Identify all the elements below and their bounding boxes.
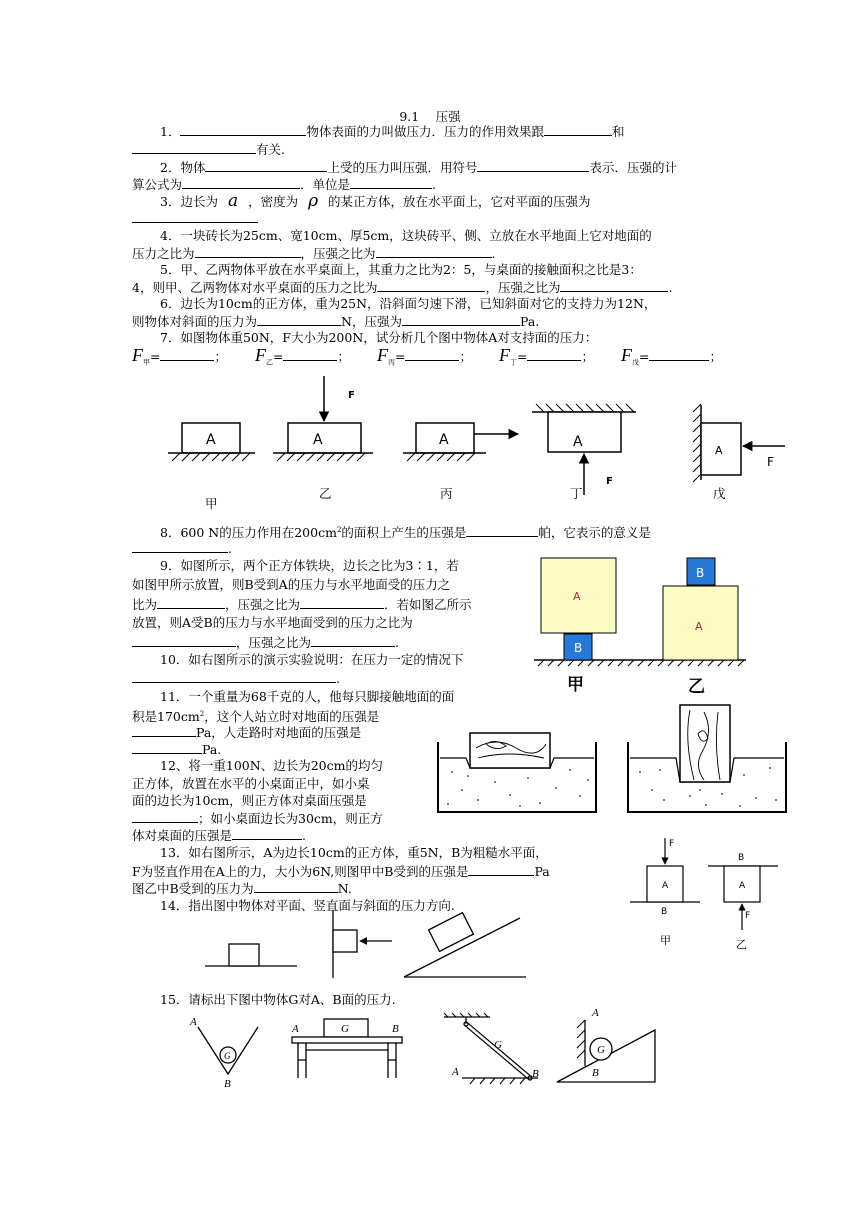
svg-text:A: A <box>592 1007 599 1019</box>
question-13-line-3: 图乙中B受到的压力为 N. <box>132 881 352 896</box>
svg-text:A: A <box>573 434 583 450</box>
svg-text:A: A <box>190 1016 197 1028</box>
question-13-line-1: 13．如右图所示，A为边长10cm的正方体，重5N，B为粗糙水平面， <box>160 845 548 860</box>
svg-text:G: G <box>494 1039 502 1051</box>
question-4-line-2: 压力之比为 ，压强之比为 . <box>132 246 496 261</box>
question-9-line-3: 比为 ，压强之比为 ．若如图乙所示 <box>132 597 472 612</box>
question-9-line-4: 放置，则A受B的压力与水平地面受到的压力之比为 <box>132 615 413 630</box>
question-2-line-2: 算公式为 ．单位是 . <box>132 177 437 192</box>
svg-text:乙: 乙 <box>319 486 332 501</box>
svg-text:乙: 乙 <box>688 677 705 697</box>
question-1-line-2: 有关. <box>132 141 285 158</box>
svg-text:B: B <box>661 907 668 917</box>
question-12-line-3: 面的边长为10cm，则正方体对桌面压强是 <box>132 793 367 808</box>
question-8-line-1: 8．600 N的压力作用在$200cm^2$的面积上产生的压强是 帕，它表示的意义是 <box>160 525 651 541</box>
question-7-force-row: $F_甲=$ ； $F_乙=$ ； $F_丙=$ ； $F_丁=$ ； $F_戊=$ ； <box>132 345 722 367</box>
question-7-line-1: 7．如图物体重50N，F大小为200N，试分析几个图中物体A对支持面的压力： <box>160 330 598 345</box>
svg-text:B: B <box>224 1078 231 1090</box>
svg-text:F: F <box>745 911 751 921</box>
question-13-line-2: F为竖直作用在A上的力，大小为6N,则图甲中B受到的压强是 Pa <box>132 864 550 879</box>
svg-text:F: F <box>606 476 613 487</box>
question-10-line-1: 10．如右图所示的演示实验说明：在压力一定的情况下 <box>160 652 464 667</box>
question-9-line-2: 如图甲所示放置，则B受到A的压力与水平地面受的压力之 <box>132 577 451 592</box>
question-1-line-1: 1． 物体表面的力叫做压力．压力的作用效果跟 和 <box>160 124 625 139</box>
svg-text:A: A <box>662 881 669 891</box>
question-9-line-5: ，压强之比为 . <box>132 634 399 651</box>
svg-text:A: A <box>715 444 723 457</box>
svg-text:F: F <box>767 455 774 469</box>
svg-text:B: B <box>696 566 705 580</box>
svg-text:A: A <box>313 432 323 448</box>
svg-text:A: A <box>573 590 581 603</box>
question-12-line-1: 12、将一重100N、边长为20cm的均匀 <box>160 758 383 773</box>
question-12-line-4: ；如小桌面边长为30cm，则正方 <box>132 810 383 827</box>
svg-text:A: A <box>439 432 449 448</box>
svg-text:A: A <box>452 1066 459 1078</box>
question-12-line-5: 体对桌面的压强是 . <box>132 828 306 843</box>
svg-text:F: F <box>348 390 355 401</box>
question-3-line-1: 3．边长为 a ，密度为 ρ 的某正方体，放在水平面上，它对平面的压强为 <box>160 191 591 211</box>
svg-text:甲: 甲 <box>205 496 218 511</box>
svg-text:丙: 丙 <box>440 486 453 501</box>
svg-text:A: A <box>292 1023 299 1035</box>
question-10-line-2: . <box>132 670 340 687</box>
question-6-line-1: 6．边长为10cm的正方体，重为25N，沿斜面匀速下滑，已知斜面对它的支持力为12N， <box>160 296 657 311</box>
question-5-line-2: 4，则甲、乙两物体对水平桌面的压力之比为 ，压强之比为 . <box>132 280 673 295</box>
question-15-text: 15．请标出下图中物体G对A、B面的压力. <box>160 992 396 1007</box>
svg-text:A: A <box>739 881 746 891</box>
svg-text:A: A <box>206 432 216 448</box>
question-11-line-3: Pa，人走路时对地面的压强是 <box>132 724 361 741</box>
question-12-line-2: 正方体，放置在水平的小桌面正中，如小桌 <box>132 776 370 791</box>
svg-text:甲: 甲 <box>660 934 671 947</box>
svg-text:F: F <box>669 839 675 849</box>
svg-text:G: G <box>341 1023 349 1035</box>
question-6-line-2: 则物体对斜面的压力为 N，压强为 Pa. <box>132 314 540 329</box>
svg-text:B: B <box>592 1067 599 1079</box>
svg-text:A: A <box>695 620 703 633</box>
svg-text:丁: 丁 <box>570 486 583 501</box>
svg-text:B: B <box>738 853 745 863</box>
question-11-line-2: 积是$170cm^2$，这个人站立时对地面的压强是 <box>132 709 380 725</box>
svg-text:B: B <box>392 1023 399 1035</box>
svg-text:乙: 乙 <box>736 938 747 951</box>
question-5-line-1: 5．甲、乙两物体平放在水平桌面上，其重力之比为2：5，与桌面的接触面积之比是3： <box>160 262 642 277</box>
page-title: 9.1 压强 <box>399 109 461 124</box>
question-11-line-4: Pa. <box>132 741 221 758</box>
svg-text:戊: 戊 <box>713 486 726 501</box>
question-8-line-2: . <box>132 540 232 557</box>
svg-text:G: G <box>224 1051 231 1061</box>
question-2-line-1: 2．物体 上受的压力叫压强．用符号 表示．压强的计 <box>160 160 677 175</box>
question-9-line-1: 9．如图所示，两个正方体铁块，边长之比为3∶1，若 <box>160 558 459 573</box>
question-11-line-1: 11．一个重量为68千克的人，他每只脚接触地面的面 <box>160 689 455 704</box>
svg-text:G: G <box>597 1044 605 1056</box>
svg-text:B: B <box>574 641 583 655</box>
svg-text:B: B <box>532 1068 539 1080</box>
svg-text:甲: 甲 <box>567 675 584 695</box>
question-14-text: 14．指出图中物体对平面、竖直面与斜面的压力方向. <box>160 898 455 913</box>
question-4-line-1: 4．一块砖长为25cm、宽10cm、厚5cm，这块砖平、侧、立放在水平地面上它对地面的 <box>160 228 652 243</box>
